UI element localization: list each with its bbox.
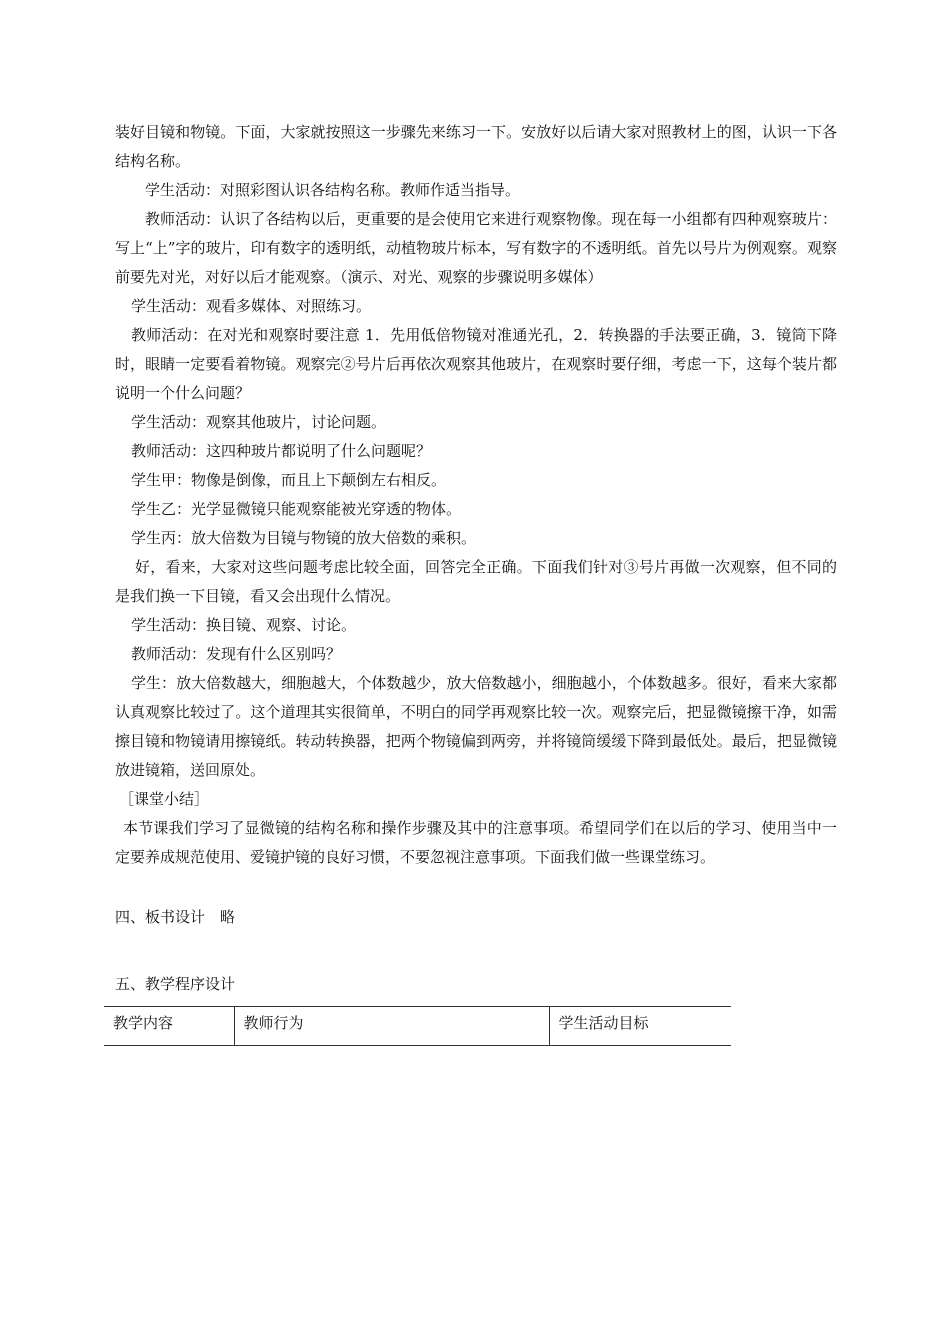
- board-design-heading: 四、板书设计 略: [115, 908, 236, 926]
- table-header-row: [104, 1007, 731, 1046]
- paragraph: 学生活动：对照彩图认识各结构名称。教师作适当指导。: [145, 181, 521, 199]
- paragraph: 教师活动：发现有什么区别吗？: [131, 645, 342, 663]
- paragraph: 教师活动：在对光和观察时要注意 1．先用低倍物镜对准通光孔，2．转换器的手法要正确，3．镜筒下降时，眼睛一定要看着物镜。观察完②号片后再依次观察其他玻片，在观察时要仔细，考虑一下，这每个装片都说明一个什么问题？: [115, 326, 837, 402]
- section-heading: ［课堂小结］: [119, 790, 210, 808]
- paragraph: 学生甲：物像是倒像，而且上下颠倒左右相反。: [131, 471, 447, 489]
- paragraph: 学生活动：观看多媒体、对照练习。: [131, 297, 372, 315]
- table-header-cell: 教学内容: [104, 1007, 234, 1046]
- body-text: [115, 118, 837, 872]
- table-header-cell: 学生活动目标: [549, 1007, 731, 1046]
- paragraph: 装好目镜和物镜。下面，大家就按照这一步骤先来练习一下。安放好以后请大家对照教材上的图，认识一下各结构名称。: [115, 123, 837, 170]
- paragraph: 学生丙：放大倍数为目镜与物镜的放大倍数的乘积。: [131, 529, 477, 547]
- table-header-cell: 教师行为: [234, 1007, 549, 1046]
- program-table: [104, 1006, 731, 1046]
- paragraph: 教师活动：这四种玻片都说明了什么问题呢？: [131, 442, 432, 460]
- paragraph: 学生活动：换目镜、观察、讨论。: [131, 616, 357, 634]
- paragraph: 本节课我们学习了显微镜的结构名称和操作步骤及其中的注意事项。希望同学们在以后的学习、使用当中一定要养成规范使用、爱镜护镜的良好习惯，不要忽视注意事项。下面我们做一些课堂练习。: [115, 819, 837, 866]
- paragraph: 学生：放大倍数越大，细胞越大，个体数越少，放大倍数越小，细胞越小，个体数越多。很好，看来大家都认真观察比较过了。这个道理其实很简单，不明白的同学再观察比较一次。观察完后，把显微镜擦干净，如需擦目镜和物镜请用擦镜纸。转动转换器，把两个物镜偏到两旁，并将镜筒缓缓下降到最低处。最后，把显微镜放进镜箱，送回原处。: [115, 674, 837, 779]
- paragraph: 学生活动：观察其他玻片，讨论问题。: [131, 413, 387, 431]
- paragraph: 好，看来，大家对这些问题考虑比较全面，回答完全正确。下面我们针对③号片再做一次观察，但不同的是我们换一下目镜，看又会出现什么情况。: [115, 558, 837, 605]
- program-design-heading: 五、教学程序设计: [115, 975, 236, 993]
- paragraph: 学生乙：光学显微镜只能观察能被光穿透的物体。: [131, 500, 462, 518]
- paragraph: 教师活动：认识了各结构以后，更重要的是会使用它来进行观察物像。现在每一小组都有四种观察玻片：写上“上”字的玻片，印有数字的透明纸，动植物玻片标本，写有数字的不透明纸。首先以号片为例观察。观察前要先对光，对好以后才能观察。（演示、对光、观察的步骤说明多媒体）: [115, 210, 837, 286]
